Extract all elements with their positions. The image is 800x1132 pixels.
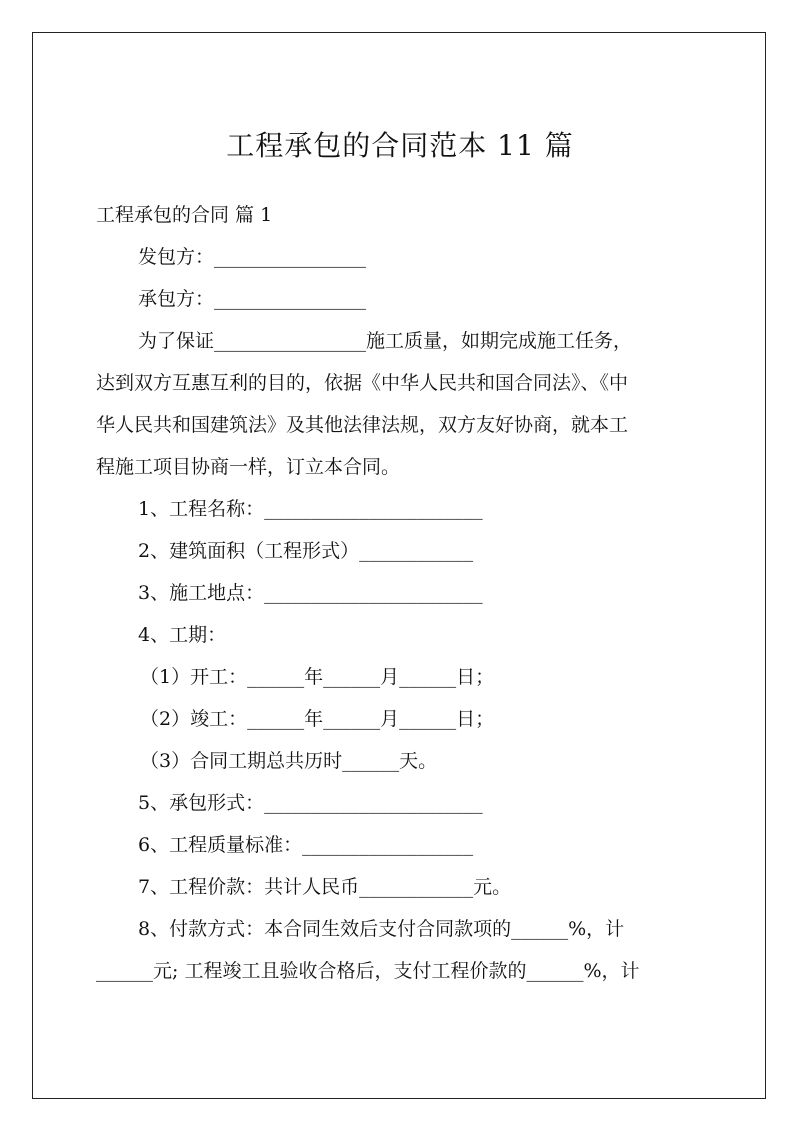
clause-start-date: （1）开工：______年______月______日； [140, 666, 495, 688]
clause-site-location: 3、施工地点：_______________________ [138, 582, 483, 604]
preamble-line-3: 华人民共和国建筑法》及其他法律法规，双方友好协商，就本工 [96, 414, 629, 436]
clause-building-area: 2、建筑面积（工程形式）____________ [138, 540, 474, 562]
clause-contract-price: 7、工程价款：共计人民币____________元。 [138, 876, 512, 898]
preamble-line-1: 为了保证________________施工质量，如期完成施工任务， [138, 330, 633, 352]
clause-contract-form: 5、承包形式：_______________________ [138, 792, 483, 814]
preamble-line-4: 程施工项目协商一样，订立本合同。 [96, 456, 401, 478]
clause-payment-line-2: ______元; 工程竣工且验收合格后，支付工程价款的______%，计 [96, 960, 640, 982]
clause-completion-date: （2）竣工：______年______月______日； [140, 708, 495, 730]
party-b-line: 承包方：________________ [138, 288, 367, 310]
clause-payment-line-1: 8、付款方式：本合同生效后支付合同款项的______%，计 [138, 918, 625, 940]
clause-quality-standard: 6、工程质量标准：__________________ [138, 834, 474, 856]
clause-duration: 4、工期： [138, 624, 227, 646]
section-heading: 工程承包的合同 篇 1 [96, 204, 273, 226]
document-title: 工程承包的合同范本 11 篇 [226, 129, 574, 162]
clause-total-days: （3）合同工期总共历时______天。 [140, 750, 438, 772]
preamble-line-2: 达到双方互惠互利的目的，依据《中华人民共和国合同法》、《中 [96, 372, 629, 394]
clause-project-name: 1、工程名称：_______________________ [138, 498, 483, 520]
party-a-line: 发包方：________________ [138, 246, 367, 268]
